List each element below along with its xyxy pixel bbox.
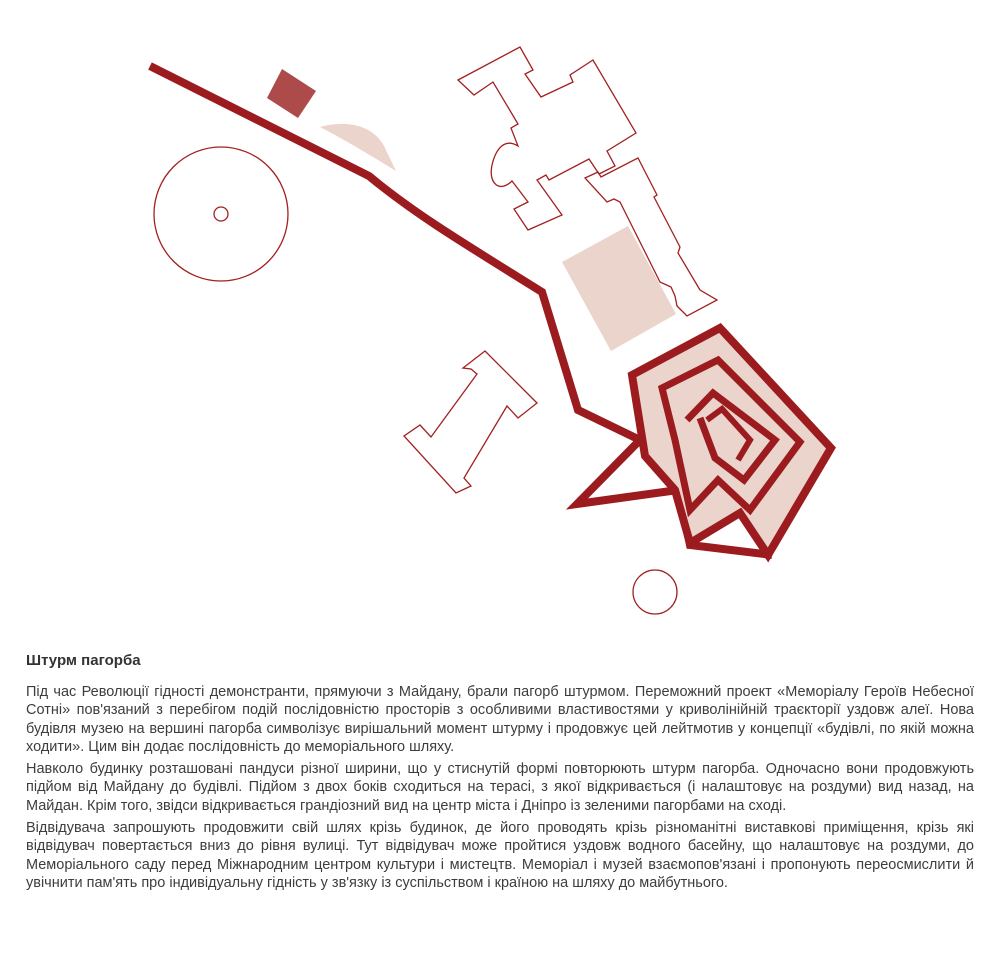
red-square [267, 69, 316, 118]
small-circle-outline [633, 570, 677, 614]
small-inner-circle [214, 207, 228, 221]
article-text [26, 652, 974, 896]
paragraph-3: Відвідувача запрошують продовжити свій шлях крізь будинок, де його проводять крізь різноманітні виставкові приміщення, крізь які відвідувач повертається вниз до рівня вулиці. Тут відвідувач може пройтися уздовж водного басейну, що налаштовує на роздуми, до Меморіального саду перед Міжнародним центром культури і мистецтв. Меморіал і музей взаємопов'язані і пропонують переосмислити й увічнити пам'ять про індивідуальну гідність у зв'язку із суспільством і країною на шляху до майбутнього. [26, 820, 974, 891]
pink-wedge [320, 124, 396, 171]
paragraph-1: Під час Революції гідності демонстранти, прямуючи з Майдану, брали пагорб штурмом. Переможний проект «Меморіалу Героїв Небесної Сотні» пов'язаний з перебігом подій послідовністю просторів з особливими властивостями у криволінійній траєкторії уздовж алеї. Нова будівля музею на вершині пагорба символізує вирішальний момент штурму і продовжує цей лейтмотив у концепції «будівлі, по якій можна ходити». Цим він додає послідовність до меморіального шляху. [26, 684, 974, 755]
pink-rectangle [562, 226, 676, 351]
section-title: Штурм пагорба [26, 652, 141, 669]
i-shaped-building-outline [404, 351, 537, 493]
building-complex-outline [458, 47, 636, 230]
paragraph-2: Навколо будинку розташовані пандуси різної ширини, що у стиснутій формі повторюють штурм пагорба. Одночасно вони продовжують підйом від Майдану до будівлі. Підйом з двох боків сходиться на терасі, з якої відкривається (і налаштовує на роздуми) вид назад, на Майдан. Крім того, звідси відкривається грандіозний вид на центр міста і Дніпро із зеленими пагорбами на сході. [26, 761, 974, 814]
museum-spiral-building [632, 328, 831, 555]
large-circle-outline [154, 147, 288, 281]
